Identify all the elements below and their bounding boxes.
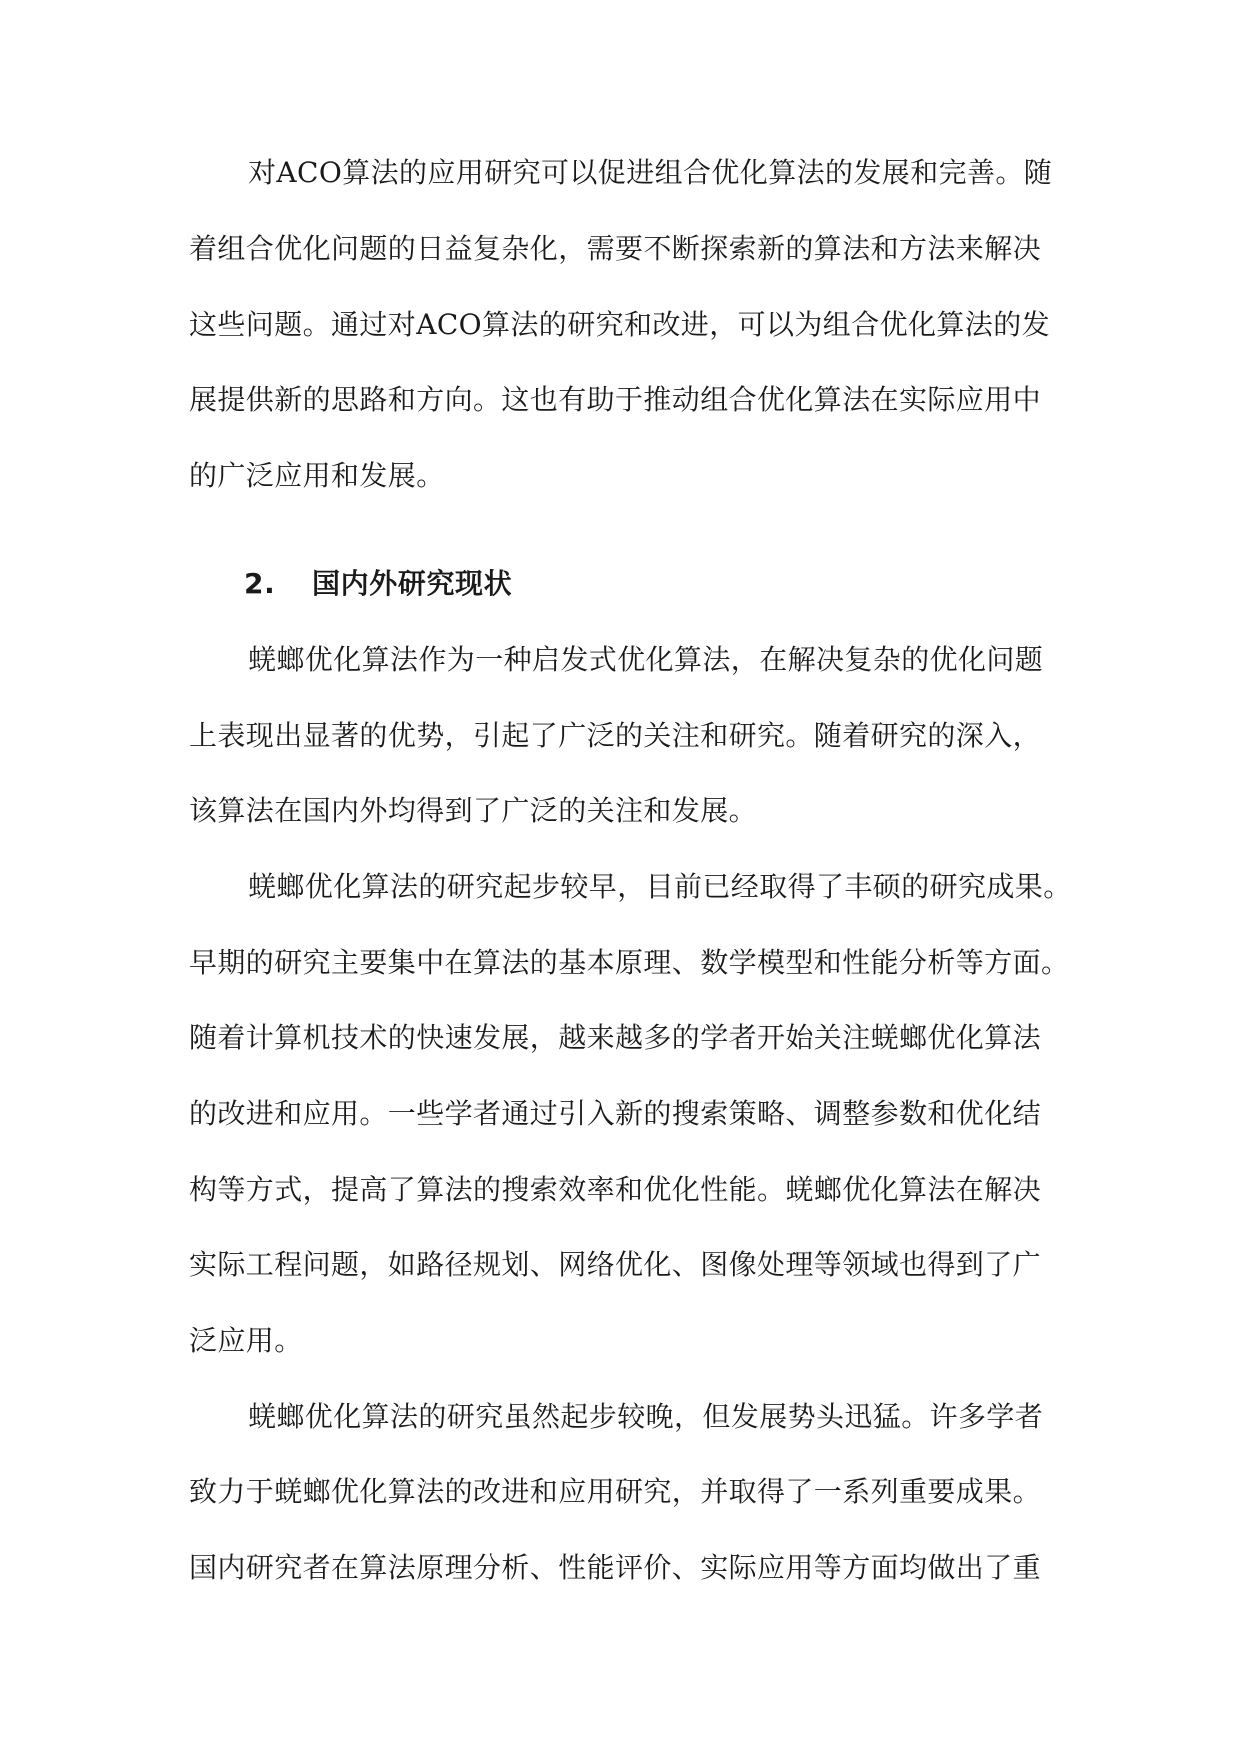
paragraph-line: 对ACO算法的应用研究可以促进组合优化算法的发展和完善。随 [248, 156, 1053, 189]
paragraph-line: 致力于蜣螂优化算法的改进和应用研究，并取得了一系列重要成果。 [189, 1475, 1042, 1508]
paragraph-line: 这些问题。通过对ACO算法的研究和改进，可以为组合优化算法的发 [189, 308, 1051, 341]
paragraph-line: 蜣螂优化算法的研究虽然起步较晚，但发展势头迅猛。许多学者 [248, 1400, 1044, 1433]
section-heading [244, 564, 512, 604]
paragraph-line: 构等方式，提高了算法的搜索效率和优化性能。蜣螂优化算法在解决 [189, 1173, 1042, 1206]
paragraph-line: 的广泛应用和发展。 [189, 459, 445, 492]
paragraph-line: 早期的研究主要集中在算法的基本原理、数学模型和性能分析等方面。 [189, 946, 1070, 979]
paragraph-line: 的改进和应用。一些学者通过引入新的搜索策略、调整参数和优化结 [189, 1097, 1042, 1130]
paragraph-line: 国内研究者在算法原理分析、性能评价、实际应用等方面均做出了重 [189, 1551, 1042, 1584]
paragraph-line: 泛应用。 [189, 1324, 303, 1357]
paragraph-line: 上表现出显著的优势，引起了广泛的关注和研究。随着研究的深入， [189, 719, 1042, 752]
paragraph-line: 随着计算机技术的快速发展，越来越多的学者开始关注蜣螂优化算法 [189, 1021, 1042, 1054]
section-number: 2. [244, 567, 276, 600]
paragraph-line: 实际工程问题，如路径规划、网络优化、图像处理等领域也得到了广 [189, 1248, 1042, 1281]
paragraph-line: 该算法在国内外均得到了广泛的关注和发展。 [189, 794, 758, 827]
paragraph-line: 蜣螂优化算法作为一种启发式优化算法，在解决复杂的优化问题 [248, 643, 1044, 676]
paragraph-line: 蜣螂优化算法的研究起步较早，目前已经取得了丰硕的研究成果。 [248, 870, 1072, 903]
section-title: 国内外研究现状 [312, 567, 513, 600]
paragraph-line: 展提供新的思路和方向。这也有助于推动组合优化算法在实际应用中 [189, 383, 1042, 416]
paragraph-line: 着组合优化问题的日益复杂化，需要不断探索新的算法和方法来解决 [189, 232, 1042, 265]
